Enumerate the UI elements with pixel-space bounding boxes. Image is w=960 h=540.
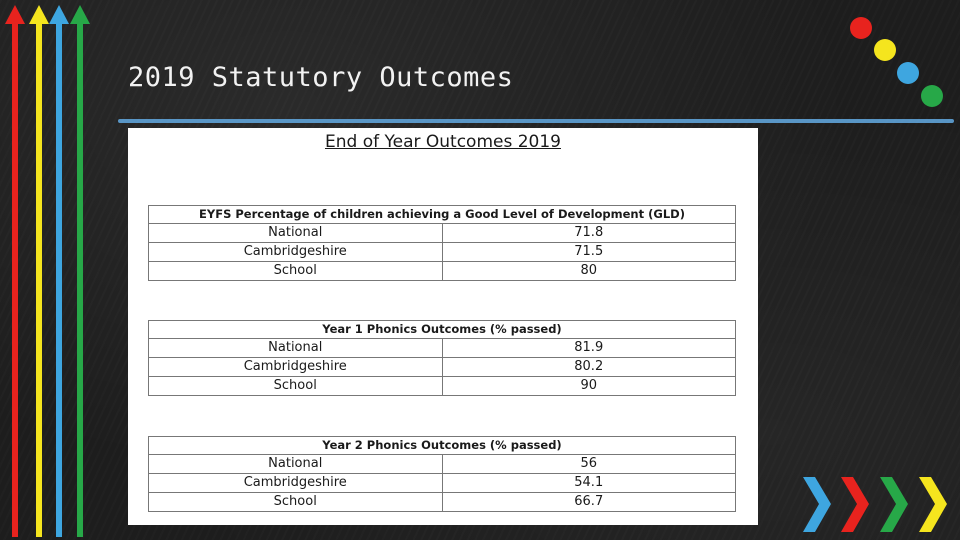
table-header-row [149, 321, 736, 339]
row-label: National [149, 455, 443, 474]
year2-phonics-table [148, 436, 736, 512]
green-arrow-icon [70, 5, 90, 537]
row-label: Cambridgeshire [149, 474, 443, 493]
row-label: Cambridgeshire [149, 358, 443, 377]
row-label: Cambridgeshire [149, 243, 443, 262]
eyfs-gld-table [148, 205, 736, 281]
table-header-row [149, 437, 736, 455]
year1-phonics-table [148, 320, 736, 396]
green-dot-icon [921, 85, 943, 107]
row-value: 80.2 [442, 358, 736, 377]
row-label: School [149, 493, 443, 512]
row-label: National [149, 339, 443, 358]
red-dot-icon [850, 17, 872, 39]
row-value: 81.9 [442, 339, 736, 358]
yellow-chevron-icon [919, 477, 947, 532]
row-label: National [149, 224, 443, 243]
red-chevron-icon [841, 477, 869, 532]
table-row [149, 377, 736, 396]
document-title: End of Year Outcomes 2019 [324, 132, 561, 152]
table-row [149, 455, 736, 474]
green-chevron-icon [880, 477, 908, 532]
table-header-row [149, 206, 736, 224]
yellow-arrow-icon [29, 5, 49, 537]
slide-title: 2019 Statutory Outcomes [128, 62, 514, 93]
row-value: 90 [442, 377, 736, 396]
table-row [149, 339, 736, 358]
blue-chevron-icon [803, 477, 831, 532]
decorative-arrows [0, 0, 100, 540]
table-header: EYFS Percentage of children achieving a Good Level of Development (GLD) [149, 206, 736, 224]
table-row [149, 224, 736, 243]
row-value: 56 [442, 455, 736, 474]
decorative-chevrons [800, 472, 960, 540]
row-value: 71.5 [442, 243, 736, 262]
title-underline [118, 119, 954, 123]
table-row [149, 474, 736, 493]
row-value: 80 [442, 262, 736, 281]
yellow-dot-icon [874, 39, 896, 61]
red-arrow-icon [5, 5, 25, 537]
table-row [149, 493, 736, 512]
table-header: Year 2 Phonics Outcomes (% passed) [149, 437, 736, 455]
table-row [149, 262, 736, 281]
row-value: 71.8 [442, 224, 736, 243]
row-value: 54.1 [442, 474, 736, 493]
row-value: 66.7 [442, 493, 736, 512]
decorative-dots [840, 10, 950, 110]
row-label: School [149, 262, 443, 281]
table-header: Year 1 Phonics Outcomes (% passed) [149, 321, 736, 339]
table-row [149, 358, 736, 377]
row-label: School [149, 377, 443, 396]
table-row [149, 243, 736, 262]
blue-dot-icon [897, 62, 919, 84]
blue-arrow-icon [49, 5, 69, 537]
outcomes-document [128, 128, 758, 525]
